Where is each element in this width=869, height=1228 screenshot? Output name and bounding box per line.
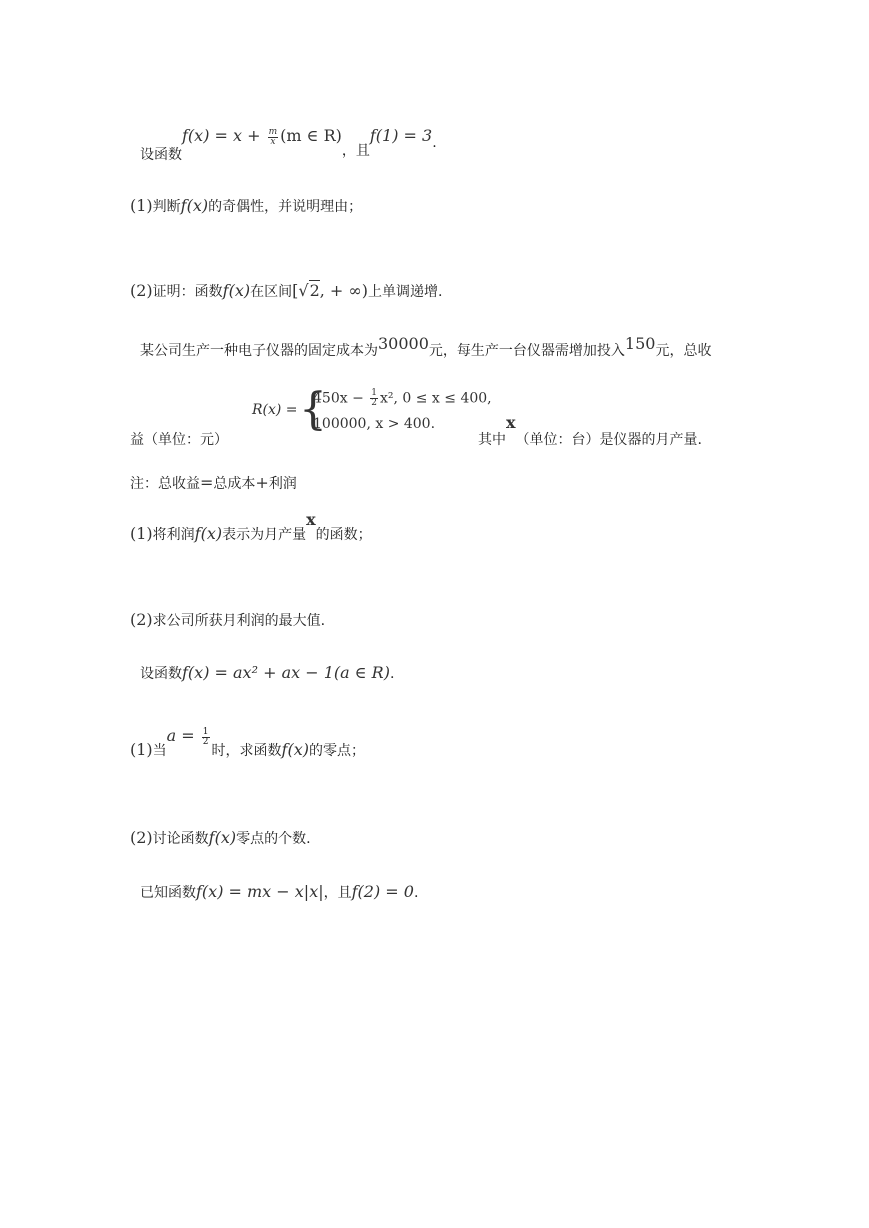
problem1-question2: (2)证明：函数f(x)在区间[√2, + ∞)上单调递增. [130,281,443,300]
problem3-question1: (1)当a = $\frac{1}{2}$ 时，求函数f(x)的零点； [130,726,365,759]
variable-x: x [306,510,316,529]
problem4-intro: 已知函数f(x) = mx − x|x|，且f(2) = 0. [140,882,419,901]
question-number: (2) [130,281,153,300]
piecewise-brace: { [299,384,327,435]
problem1-intro: 设函数f(x) = x + $\frac{m}{x}$ (m ∈ R)，且f(1) = 3. [140,126,437,163]
condition: f(2) = 0 [351,882,414,901]
func-def: f(x) = ax² + ax − 1(a ∈ R) [182,663,390,682]
problem2-revenue-tail: 其中x（单位：台）是仪器的月产量. [478,413,702,448]
condition: f(1) = 3 [369,126,433,145]
problem3-intro: 设函数f(x) = ax² + ax − 1(a ∈ R). [140,663,395,682]
problem2-question1: (1)将利润f(x)表示为月产量x的函数； [130,510,372,543]
revenue-function-label: R(x) = [252,402,298,418]
question-number: (1) [130,196,153,215]
domain: (m ∈ R) [280,126,342,145]
problem2-note: 注：总收益=总成本+利润 [130,473,297,492]
problem2-revenue-label: 益（单位：元） [130,432,228,448]
fraction-m-over-x: $\frac{m}{x}$ [268,126,278,147]
intro-prefix: 设函数 [140,147,182,163]
func-def: f(x) = mx − x|x| [196,882,324,901]
problem1-question1: (1)判断f(x)的奇偶性，并说明理由； [130,196,363,215]
fixed-cost: 30000 [378,334,429,353]
variable-x: x [506,413,516,432]
problem2-intro: 某公司生产一种电子仪器的固定成本为30000元，每生产一台仪器需增加投入150元，总收 [140,334,712,359]
func-def: f(x) = x + [182,126,266,145]
problem3-question2: (2)讨论函数f(x)零点的个数. [130,828,311,847]
problem2-question2: (2)求公司所获月利润的最大值. [130,610,326,629]
piecewise-case1: 450x − $\frac{1}{2}$ x², 0 ≤ x ≤ 400, [313,388,492,408]
piecewise-case2: 100000, x > 400. [313,416,436,432]
unit-cost: 150 [624,334,656,353]
intro-mid: ，且 [341,143,370,159]
sqrt-symbol: √ [298,281,309,300]
